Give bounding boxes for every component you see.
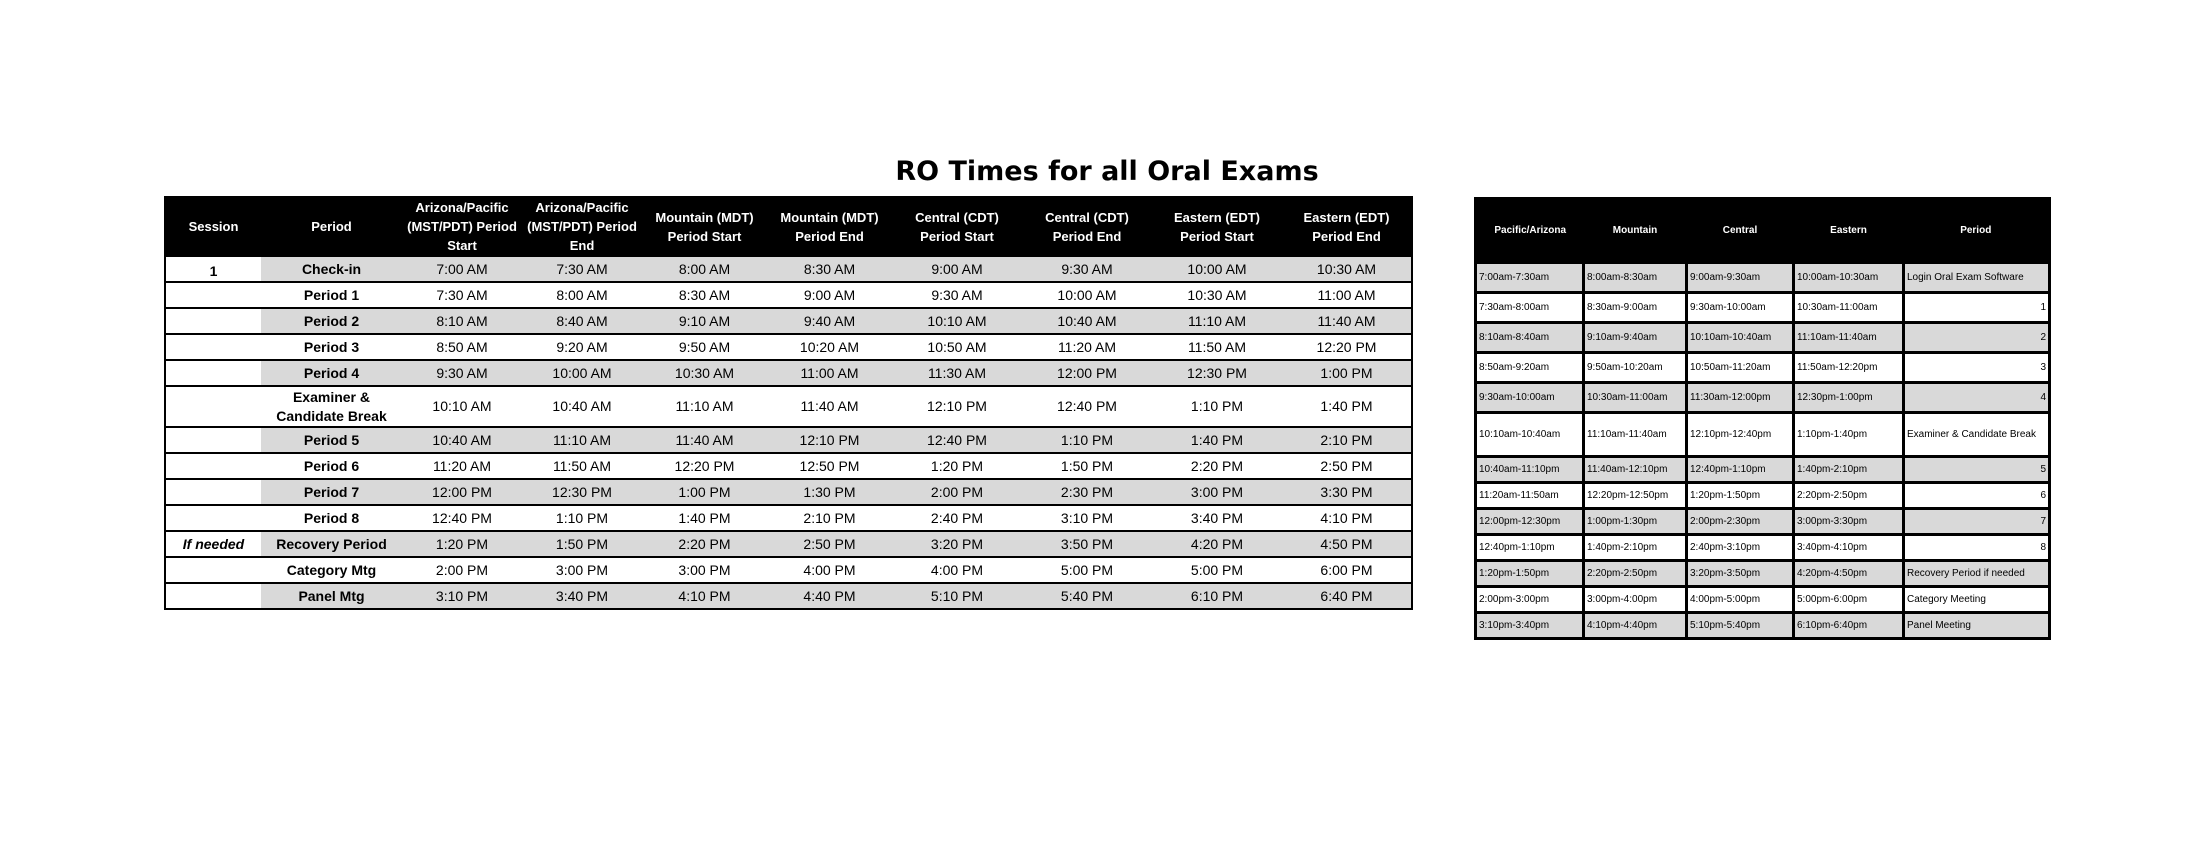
time-cell: 5:00 PM: [1152, 557, 1282, 583]
time-cell: 3:00 PM: [642, 557, 767, 583]
side-time-cell: 9:10am-9:40am: [1584, 323, 1687, 353]
side-period-cell: Category Meeting: [1904, 587, 2050, 613]
session-cell: [165, 427, 261, 453]
time-cell: 4:00 PM: [892, 557, 1022, 583]
side-time-cell: 11:50am-12:20pm: [1794, 353, 1904, 383]
time-cell: 1:10 PM: [522, 505, 642, 531]
side-time-cell: 10:10am-10:40am: [1476, 413, 1584, 457]
side-time-cell: 9:30am-10:00am: [1687, 293, 1794, 323]
side-time-cell: 9:30am-10:00am: [1476, 383, 1584, 413]
time-cell: 2:10 PM: [767, 505, 892, 531]
side-time-cell: 10:50am-11:20am: [1687, 353, 1794, 383]
time-cell: 11:40 AM: [767, 386, 892, 427]
time-cell: 10:40 AM: [1022, 308, 1152, 334]
side-time-cell: 1:40pm-2:10pm: [1584, 535, 1687, 561]
session-cell: [165, 479, 261, 505]
time-cell: 1:00 PM: [642, 479, 767, 505]
time-cell: 11:00 AM: [1282, 282, 1412, 308]
side-period-cell: Recovery Period if needed: [1904, 561, 2050, 587]
period-cell: Period 7: [261, 479, 402, 505]
side-time-cell: 3:40pm-4:10pm: [1794, 535, 1904, 561]
table-row: [165, 308, 1412, 334]
table-row: [1476, 353, 2050, 383]
period-cell: Recovery Period: [261, 531, 402, 557]
table-row: [1476, 413, 2050, 457]
time-cell: 8:40 AM: [522, 308, 642, 334]
time-cell: 4:00 PM: [767, 557, 892, 583]
table-row: [1476, 263, 2050, 293]
time-cell: 2:00 PM: [402, 557, 522, 583]
time-cell: 8:10 AM: [402, 308, 522, 334]
side-period-cell: 7: [1904, 509, 2050, 535]
side-time-cell: 1:00pm-1:30pm: [1584, 509, 1687, 535]
side-time-cell: 12:10pm-12:40pm: [1687, 413, 1794, 457]
side-time-cell: 10:10am-10:40am: [1687, 323, 1794, 353]
side-time-cell: 1:10pm-1:40pm: [1794, 413, 1904, 457]
header-az-pacific-start: Arizona/Pacific (MST/PDT) Period Start: [402, 197, 522, 256]
time-cell: 5:00 PM: [1022, 557, 1152, 583]
time-cell: 3:10 PM: [1022, 505, 1152, 531]
time-cell: 2:20 PM: [1152, 453, 1282, 479]
table-row: [165, 282, 1412, 308]
session-cell: [165, 453, 261, 479]
time-cell: 10:30 AM: [1282, 256, 1412, 282]
side-time-cell: 2:20pm-2:50pm: [1794, 483, 1904, 509]
header-mountain-end: Mountain (MDT) Period End: [767, 197, 892, 256]
time-cell: 3:20 PM: [892, 531, 1022, 557]
side-time-cell: 12:20pm-12:50pm: [1584, 483, 1687, 509]
header-central-end: Central (CDT) Period End: [1022, 197, 1152, 256]
side-time-cell: 4:10pm-4:40pm: [1584, 613, 1687, 639]
time-cell: 12:20 PM: [1282, 334, 1412, 360]
time-cell: 8:50 AM: [402, 334, 522, 360]
time-cell: 1:40 PM: [1282, 386, 1412, 427]
time-cell: 9:00 AM: [892, 256, 1022, 282]
time-cell: 1:40 PM: [1152, 427, 1282, 453]
time-cell: 12:40 PM: [1022, 386, 1152, 427]
table-row: [1476, 383, 2050, 413]
time-cell: 12:30 PM: [522, 479, 642, 505]
side-time-cell: 5:00pm-6:00pm: [1794, 587, 1904, 613]
time-cell: 10:40 AM: [522, 386, 642, 427]
time-cell: 4:10 PM: [1282, 505, 1412, 531]
table-row: [165, 256, 1412, 282]
side-time-cell: 8:30am-9:00am: [1584, 293, 1687, 323]
time-cell: 10:00 AM: [1022, 282, 1152, 308]
side-period-cell: 5: [1904, 457, 2050, 483]
side-time-cell: 8:00am-8:30am: [1584, 263, 1687, 293]
session-cell: [165, 334, 261, 360]
time-cell: 1:40 PM: [642, 505, 767, 531]
side-time-cell: 1:40pm-2:10pm: [1794, 457, 1904, 483]
time-cell: 11:40 AM: [642, 427, 767, 453]
side-time-cell: 2:00pm-3:00pm: [1476, 587, 1584, 613]
side-period-cell: 8: [1904, 535, 2050, 561]
time-cell: 9:00 AM: [767, 282, 892, 308]
side-time-cell: 12:40pm-1:10pm: [1476, 535, 1584, 561]
period-cell: Period 2: [261, 308, 402, 334]
time-cell: 1:00 PM: [1282, 360, 1412, 386]
table-row: [1476, 535, 2050, 561]
time-cell: 9:30 AM: [1022, 256, 1152, 282]
time-cell: 9:30 AM: [402, 360, 522, 386]
side-time-cell: 4:00pm-5:00pm: [1687, 587, 1794, 613]
time-cell: 8:00 AM: [642, 256, 767, 282]
side-time-cell: 11:30am-12:00pm: [1687, 383, 1794, 413]
period-cell: Period 4: [261, 360, 402, 386]
time-cell: 1:10 PM: [1022, 427, 1152, 453]
side-time-cell: 2:20pm-2:50pm: [1584, 561, 1687, 587]
table-row: [1476, 613, 2050, 639]
side-time-cell: 2:40pm-3:10pm: [1687, 535, 1794, 561]
session-cell: [165, 282, 261, 308]
time-cell: 5:10 PM: [892, 583, 1022, 609]
time-cell: 3:40 PM: [522, 583, 642, 609]
side-time-cell: 8:50am-9:20am: [1476, 353, 1584, 383]
period-cell: Period 3: [261, 334, 402, 360]
time-cell: 4:20 PM: [1152, 531, 1282, 557]
time-cell: 11:20 AM: [402, 453, 522, 479]
time-cell: 6:10 PM: [1152, 583, 1282, 609]
side-period-cell: 4: [1904, 383, 2050, 413]
session-cell: [165, 360, 261, 386]
time-cell: 8:00 AM: [522, 282, 642, 308]
side-header-row: [1476, 199, 2050, 263]
time-cell: 11:40 AM: [1282, 308, 1412, 334]
table-row: [1476, 509, 2050, 535]
time-cell: 12:40 PM: [892, 427, 1022, 453]
side-time-cell: 10:30am-11:00am: [1584, 383, 1687, 413]
period-cell: Check-in: [261, 256, 402, 282]
time-cell: 12:10 PM: [892, 386, 1022, 427]
time-cell: 10:10 AM: [892, 308, 1022, 334]
time-cell: 2:00 PM: [892, 479, 1022, 505]
session-cell: 1: [165, 256, 261, 282]
time-cell: 10:30 AM: [642, 360, 767, 386]
side-time-cell: 4:20pm-4:50pm: [1794, 561, 1904, 587]
side-time-cell: 8:10am-8:40am: [1476, 323, 1584, 353]
side-time-cell: 11:10am-11:40am: [1794, 323, 1904, 353]
time-cell: 3:10 PM: [402, 583, 522, 609]
side-time-cell: 1:20pm-1:50pm: [1476, 561, 1584, 587]
time-cell: 6:40 PM: [1282, 583, 1412, 609]
time-cell: 8:30 AM: [642, 282, 767, 308]
table-row: [1476, 587, 2050, 613]
time-cell: 12:00 PM: [1022, 360, 1152, 386]
time-cell: 9:50 AM: [642, 334, 767, 360]
side-header-mountain: Mountain: [1584, 199, 1687, 263]
time-cell: 7:30 AM: [522, 256, 642, 282]
session-cell: If needed: [165, 531, 261, 557]
side-time-cell: 11:40am-12:10pm: [1584, 457, 1687, 483]
table-row: [165, 531, 1412, 557]
side-time-cell: 6:10pm-6:40pm: [1794, 613, 1904, 639]
time-cell: 2:50 PM: [1282, 453, 1412, 479]
session-cell: [165, 583, 261, 609]
time-cell: 5:40 PM: [1022, 583, 1152, 609]
header-session: Session: [165, 197, 261, 256]
table-row: [165, 453, 1412, 479]
time-cell: 9:40 AM: [767, 308, 892, 334]
side-time-cell: 12:30pm-1:00pm: [1794, 383, 1904, 413]
time-cell: 11:20 AM: [1022, 334, 1152, 360]
period-cell: Period 1: [261, 282, 402, 308]
side-time-cell: 12:40pm-1:10pm: [1687, 457, 1794, 483]
period-cell: Category Mtg: [261, 557, 402, 583]
side-header-pacific-arizona: Pacific/Arizona: [1476, 199, 1584, 263]
side-time-cell: 1:20pm-1:50pm: [1687, 483, 1794, 509]
time-cell: 3:00 PM: [522, 557, 642, 583]
time-cell: 10:40 AM: [402, 427, 522, 453]
side-time-cell: 5:10pm-5:40pm: [1687, 613, 1794, 639]
table-row: [165, 334, 1412, 360]
time-cell: 3:00 PM: [1152, 479, 1282, 505]
side-time-cell: 11:20am-11:50am: [1476, 483, 1584, 509]
session-cell: [165, 386, 261, 427]
time-cell: 2:50 PM: [767, 531, 892, 557]
time-cell: 7:00 AM: [402, 256, 522, 282]
period-cell: Period 6: [261, 453, 402, 479]
side-period-cell: 3: [1904, 353, 2050, 383]
table-row: [165, 505, 1412, 531]
time-cell: 9:30 AM: [892, 282, 1022, 308]
time-cell: 1:20 PM: [402, 531, 522, 557]
table-row: [1476, 561, 2050, 587]
time-cell: 11:30 AM: [892, 360, 1022, 386]
side-time-cell: 3:00pm-4:00pm: [1584, 587, 1687, 613]
time-cell: 1:10 PM: [1152, 386, 1282, 427]
main-header-row: [165, 197, 1412, 256]
side-time-cell: 10:00am-10:30am: [1794, 263, 1904, 293]
page-title: RO Times for all Oral Exams: [895, 156, 1319, 187]
time-cell: 11:00 AM: [767, 360, 892, 386]
table-row: [165, 557, 1412, 583]
header-eastern-end: Eastern (EDT) Period End: [1282, 197, 1412, 256]
time-cell: 12:10 PM: [767, 427, 892, 453]
side-time-cell: 7:00am-7:30am: [1476, 263, 1584, 293]
time-cell: 1:50 PM: [1022, 453, 1152, 479]
time-cell: 6:00 PM: [1282, 557, 1412, 583]
side-header-central: Central: [1687, 199, 1794, 263]
time-cell: 11:10 AM: [522, 427, 642, 453]
side-time-cell: 10:40am-11:10pm: [1476, 457, 1584, 483]
time-cell: 11:50 AM: [522, 453, 642, 479]
time-cell: 10:50 AM: [892, 334, 1022, 360]
period-cell: Examiner & Candidate Break: [261, 386, 402, 427]
time-cell: 10:10 AM: [402, 386, 522, 427]
side-time-cell: 12:00pm-12:30pm: [1476, 509, 1584, 535]
side-period-cell: 6: [1904, 483, 2050, 509]
time-cell: 12:00 PM: [402, 479, 522, 505]
time-cell: 10:00 AM: [522, 360, 642, 386]
header-az-pacific-end: Arizona/Pacific (MST/PDT) Period End: [522, 197, 642, 256]
side-time-cell: 3:10pm-3:40pm: [1476, 613, 1584, 639]
time-cell: 2:40 PM: [892, 505, 1022, 531]
side-header-period: Period: [1904, 199, 2050, 263]
summary-schedule-table: [1474, 197, 2051, 640]
table-row: [165, 360, 1412, 386]
time-cell: 12:30 PM: [1152, 360, 1282, 386]
time-cell: 11:10 AM: [642, 386, 767, 427]
time-cell: 3:30 PM: [1282, 479, 1412, 505]
header-central-start: Central (CDT) Period Start: [892, 197, 1022, 256]
time-cell: 2:20 PM: [642, 531, 767, 557]
side-period-cell: 2: [1904, 323, 2050, 353]
period-cell: Period 8: [261, 505, 402, 531]
side-period-cell: Login Oral Exam Software: [1904, 263, 2050, 293]
time-cell: 11:50 AM: [1152, 334, 1282, 360]
side-time-cell: 9:00am-9:30am: [1687, 263, 1794, 293]
time-cell: 1:30 PM: [767, 479, 892, 505]
time-cell: 4:40 PM: [767, 583, 892, 609]
time-cell: 4:50 PM: [1282, 531, 1412, 557]
header-mountain-start: Mountain (MDT) Period Start: [642, 197, 767, 256]
time-cell: 2:30 PM: [1022, 479, 1152, 505]
table-row: [165, 386, 1412, 427]
time-cell: 1:50 PM: [522, 531, 642, 557]
period-cell: Panel Mtg: [261, 583, 402, 609]
side-time-cell: 11:10am-11:40am: [1584, 413, 1687, 457]
side-time-cell: 9:50am-10:20am: [1584, 353, 1687, 383]
period-cell: Period 5: [261, 427, 402, 453]
side-time-cell: 7:30am-8:00am: [1476, 293, 1584, 323]
time-cell: 2:10 PM: [1282, 427, 1412, 453]
table-row: [1476, 483, 2050, 509]
time-cell: 9:10 AM: [642, 308, 767, 334]
time-cell: 11:10 AM: [1152, 308, 1282, 334]
time-cell: 3:50 PM: [1022, 531, 1152, 557]
side-header-eastern: Eastern: [1794, 199, 1904, 263]
table-row: [165, 479, 1412, 505]
session-cell: [165, 505, 261, 531]
time-cell: 3:40 PM: [1152, 505, 1282, 531]
time-cell: 8:30 AM: [767, 256, 892, 282]
table-row: [1476, 323, 2050, 353]
side-period-cell: Examiner & Candidate Break: [1904, 413, 2050, 457]
time-cell: 12:20 PM: [642, 453, 767, 479]
time-cell: 10:30 AM: [1152, 282, 1282, 308]
table-row: [1476, 293, 2050, 323]
header-eastern-start: Eastern (EDT) Period Start: [1152, 197, 1282, 256]
side-time-cell: 2:00pm-2:30pm: [1687, 509, 1794, 535]
time-cell: 12:50 PM: [767, 453, 892, 479]
table-row: [1476, 457, 2050, 483]
time-cell: 4:10 PM: [642, 583, 767, 609]
main-schedule-table: [164, 196, 1413, 610]
time-cell: 10:20 AM: [767, 334, 892, 360]
side-period-cell: 1: [1904, 293, 2050, 323]
side-time-cell: 3:20pm-3:50pm: [1687, 561, 1794, 587]
table-row: [165, 427, 1412, 453]
side-time-cell: 10:30am-11:00am: [1794, 293, 1904, 323]
time-cell: 7:30 AM: [402, 282, 522, 308]
time-cell: 12:40 PM: [402, 505, 522, 531]
time-cell: 10:00 AM: [1152, 256, 1282, 282]
header-period: Period: [261, 197, 402, 256]
session-cell: [165, 308, 261, 334]
side-period-cell: Panel Meeting: [1904, 613, 2050, 639]
time-cell: 1:20 PM: [892, 453, 1022, 479]
table-row: [165, 583, 1412, 609]
side-time-cell: 3:00pm-3:30pm: [1794, 509, 1904, 535]
time-cell: 9:20 AM: [522, 334, 642, 360]
session-cell: [165, 557, 261, 583]
